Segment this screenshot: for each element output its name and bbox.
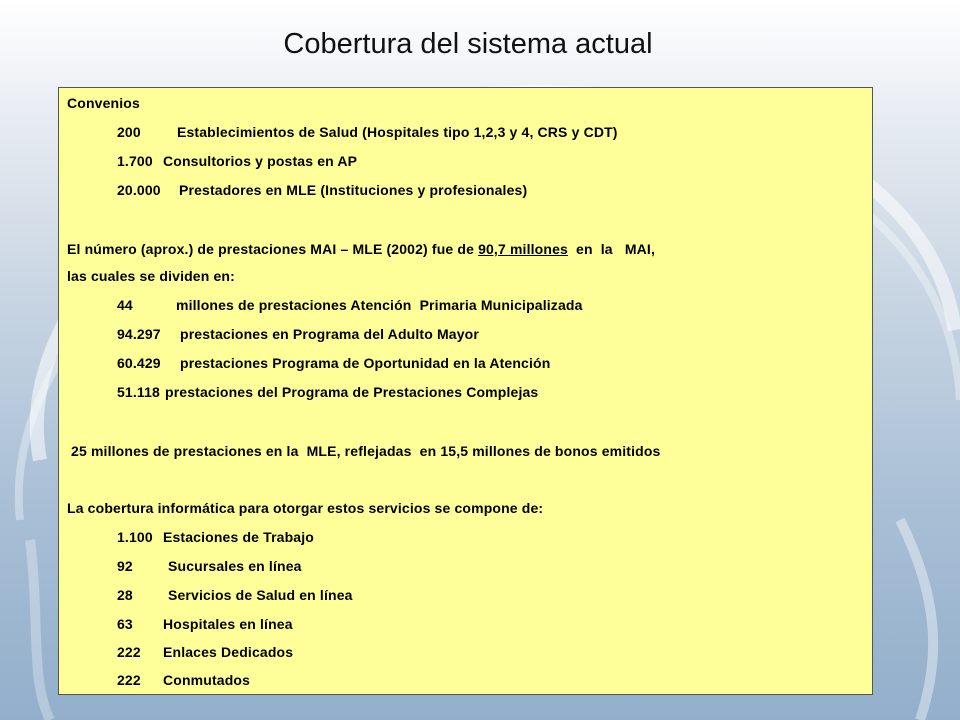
list-item-num: 44 bbox=[117, 297, 133, 313]
cobertura-heading: La cobertura informática para otorgar estos servicios se compone de: bbox=[67, 500, 544, 516]
list-item-text: Consultorios y postas en AP bbox=[163, 153, 358, 169]
prestaciones-intro-line2: las cuales se dividen en: bbox=[67, 268, 235, 284]
intro-highlight: 90,7 millones bbox=[478, 241, 568, 257]
list-item-text: prestaciones del Programa de Prestaciones Complejas bbox=[165, 384, 539, 400]
list-item-text: Servicios de Salud en línea bbox=[168, 587, 353, 603]
list-item-num: 200 bbox=[117, 124, 141, 140]
list-item-num: 1.100 bbox=[117, 529, 153, 545]
list-item-num: 94.297 bbox=[117, 326, 161, 342]
list-item-text: prestaciones en Programa del Adulto Mayor bbox=[180, 326, 479, 342]
list-item-text: Conmutados bbox=[163, 672, 251, 688]
list-item-num: 63 bbox=[117, 616, 133, 632]
list-item-text: Estaciones de Trabajo bbox=[163, 529, 314, 545]
list-item-text: Sucursales en línea bbox=[168, 558, 302, 574]
list-item-text: millones de prestaciones Atención Primaria Municipalizada bbox=[176, 297, 583, 313]
list-item-num: 28 bbox=[117, 587, 133, 603]
list-item-num: 51.118 bbox=[117, 384, 160, 400]
list-item-num: 60.429 bbox=[117, 355, 161, 371]
list-item-text: prestaciones Programa de Oportunidad en la Atención bbox=[180, 355, 551, 371]
convenios-heading: Convenios bbox=[67, 95, 140, 111]
list-item-num: 222 bbox=[117, 644, 141, 660]
list-item-num: 222 bbox=[117, 672, 141, 688]
intro-prefix: El número (aprox.) de prestaciones MAI – MLE (2002) fue de bbox=[67, 241, 479, 257]
mle-summary: 25 millones de prestaciones en la MLE, reflejadas en 15,5 millones de bonos emitidos bbox=[67, 443, 661, 459]
list-item-text: Hospitales en línea bbox=[163, 616, 293, 632]
prestaciones-intro bbox=[67, 241, 655, 257]
intro-suffix: en la MAI, bbox=[567, 241, 655, 257]
list-item-text: Establecimientos de Salud (Hospitales tipo 1,2,3 y 4, CRS y CDT) bbox=[177, 124, 618, 140]
list-item-text: Enlaces Dedicados bbox=[163, 644, 294, 660]
list-item-text: Prestadores en MLE (Instituciones y profesionales) bbox=[179, 182, 528, 198]
list-item-num: 92 bbox=[117, 558, 133, 574]
list-item-num: 20.000 bbox=[117, 182, 161, 198]
slide-title: Cobertura del sistema actual bbox=[283, 28, 653, 60]
content-box bbox=[58, 87, 873, 695]
list-item-num: 1.700 bbox=[117, 153, 153, 169]
